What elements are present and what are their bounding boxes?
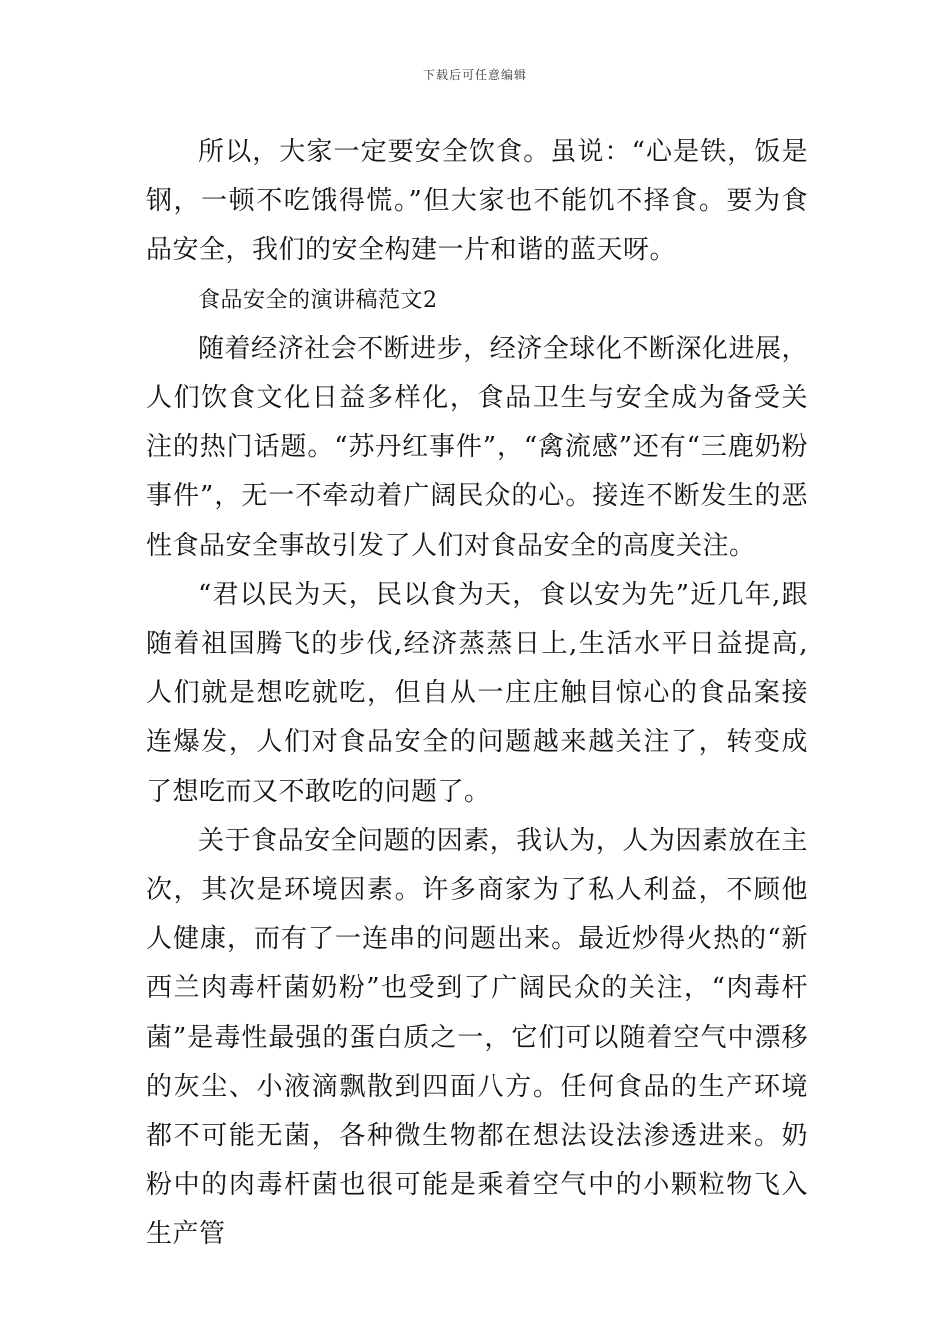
document-body: [146, 128, 808, 1260]
paragraph: 所以，大家一定要安全饮食。虽说：“心是铁，饭是钢，一顿不吃饿得慌。”但大家也不能饥不择食。要为食品安全，我们的安全构建一片和谐的蓝天呀。: [146, 137, 808, 266]
paragraph: “君以民为天，民以食为天，食以安为先”近几年,跟随着祖国腾飞的步伐,经济蒸蒸日上,生活水平日益提高,人们就是想吃就吃，但自从一庄庄触目惊心的食品案接连爆发，人们对食品安全的问题越来越关注了，转变成了想吃而又不敢吃的问题了。: [146, 579, 808, 807]
paragraph: 关于食品安全问题的因素，我认为，人为因素放在主次，其次是环境因素。许多商家为了私人利益，不顾他人健康，而有了一连串的问题出来。最近炒得火热的“新西兰肉毒杆菌奶粉”也受到了广阔民众的关注，“肉毒杆菌”是毒性最强的蛋白质之一，它们可以随着空气中漂移的灰尘、小液滴飘散到四面八方。任何食品的生产环境都不可能无菌，各种微生物都在想法设法渗透进来。奶粉中的肉毒杆菌也很可能是乘着空气中的小颗粒物飞入生产管: [146, 825, 808, 1250]
section-heading: 食品安全的演讲稿范文2: [198, 287, 438, 313]
paragraph: 随着经济社会不断进步，经济全球化不断深化进展，人们饮食文化日益多样化，食品卫生与安全成为备受关注的热门话题。“苏丹红事件”，“禽流感”还有“三鹿奶粉事件”，无一不牵动着广阔民众的心。接连不断发生的恶性食品安全事故引发了人们对食品安全的高度关注。: [146, 333, 808, 561]
page-header: 下载后可任意编辑: [422, 68, 527, 82]
